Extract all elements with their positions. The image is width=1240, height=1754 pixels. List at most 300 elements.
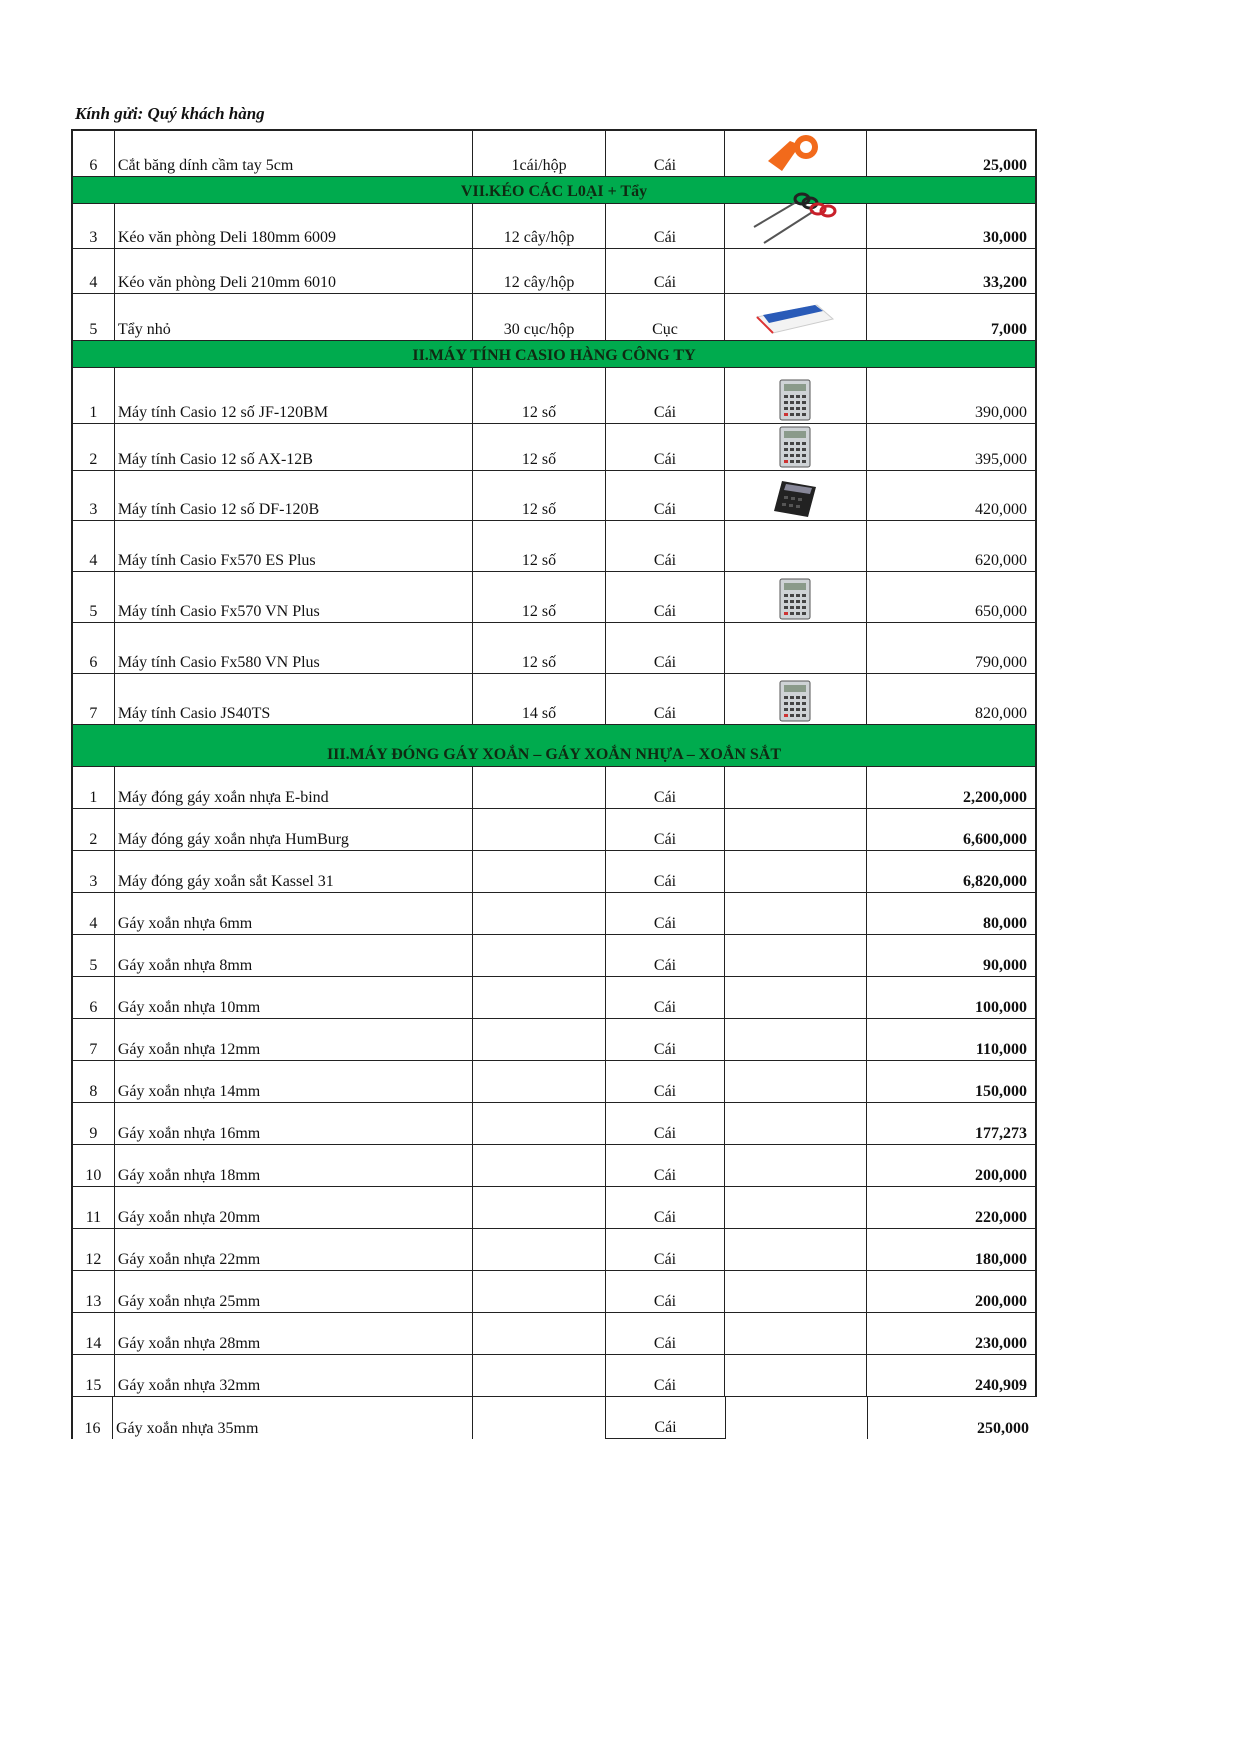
item-unit-text: Cái [653,603,677,620]
item-packaging [473,623,605,674]
item-packaging-text: 1cái/hộp [511,157,567,174]
price-table [71,129,1037,1439]
table-row [71,129,1037,177]
item-price-text: 790,000 [975,654,1027,671]
item-price [867,809,1035,851]
item-name [115,674,474,725]
item-packaging-text: 12 cây/hộp [503,229,575,246]
item-number-text: 2 [89,831,98,848]
item-price-text: 395,000 [975,451,1027,468]
item-name-text: Cắt băng dính cầm tay 5cm [117,157,294,174]
table-row [71,1355,1037,1397]
item-name [115,767,474,809]
table-row [71,521,1037,572]
item-name-text: Kéo văn phòng Deli 210mm 6010 [117,274,337,291]
item-price [868,1397,1037,1439]
item-packaging-text: 12 số [521,552,557,569]
item-unit [606,368,726,424]
item-packaging [473,893,605,935]
table-row [71,935,1037,977]
item-number-text: 7 [89,705,98,722]
item-price [867,368,1035,424]
item-unit [606,623,726,674]
item-unit [606,1313,726,1355]
item-packaging [473,1313,605,1355]
item-packaging [473,1145,605,1187]
item-unit-text: Cái [653,274,677,291]
item-price [867,294,1035,341]
item-name-text: Máy đóng gáy xoắn sắt Kassel 31 [117,873,334,890]
table-row [71,1229,1037,1271]
item-number [73,204,115,249]
item-name [113,1397,473,1439]
item-image [725,131,866,177]
item-unit [606,131,726,177]
item-price [867,471,1035,521]
item-image [725,851,866,893]
item-packaging-text: 12 số [521,404,557,421]
item-packaging-text: 12 số [521,603,557,620]
item-name [115,1229,474,1271]
item-image [725,893,866,935]
eraser-icon [753,299,837,339]
item-name [115,977,474,1019]
item-number [73,623,115,674]
item-name-text: Máy tính Casio 12 số DF-120B [117,501,320,518]
item-number-text: 6 [89,999,98,1016]
item-unit-text: Cái [653,1251,677,1268]
item-price [867,1313,1035,1355]
item-name [115,294,474,341]
item-packaging-text: 30 cục/hộp [503,321,575,338]
table-row [71,1103,1037,1145]
item-price-text: 250,000 [977,1420,1029,1437]
item-number [73,977,115,1019]
table-row [71,471,1037,521]
item-packaging [473,977,605,1019]
item-packaging-text: 12 số [521,654,557,671]
table-row [71,368,1037,424]
item-image [725,1229,866,1271]
item-packaging [473,1355,605,1397]
item-name-text: Gáy xoắn nhựa 28mm [117,1335,261,1352]
item-price [867,1229,1035,1271]
table-row [71,893,1037,935]
table-row [71,809,1037,851]
item-image [725,674,866,725]
item-packaging [473,674,605,725]
item-name [115,1313,474,1355]
item-packaging-text: 12 số [521,451,557,468]
item-number [73,1313,115,1355]
item-packaging [473,1271,605,1313]
item-price [867,424,1035,471]
item-unit-text: Cục [652,321,678,338]
section-header [71,725,1037,767]
item-price [867,204,1035,249]
item-price [867,521,1035,572]
calculator-icon [776,425,814,469]
item-image [725,1145,866,1187]
item-unit [606,1187,726,1229]
item-name-text: Gáy xoắn nhựa 20mm [117,1209,261,1226]
item-number-text: 6 [89,654,98,671]
item-image [725,767,866,809]
item-name-text: Gáy xoắn nhựa 22mm [117,1251,261,1268]
item-price [867,1271,1035,1313]
item-unit-text: Cái [653,1167,677,1184]
item-unit [606,1229,726,1271]
item-packaging [473,809,605,851]
item-image [725,1187,866,1229]
item-price [867,623,1035,674]
item-number-text: 15 [85,1377,102,1394]
item-packaging [473,424,605,471]
item-number-text: 16 [84,1420,101,1437]
item-number [73,1355,115,1397]
item-name-text: Máy tính Casio 12 số JF-120BM [117,404,329,421]
item-number-text: 1 [89,789,98,806]
table-row [71,204,1037,249]
item-packaging [473,1103,605,1145]
calculator-icon [776,577,814,621]
item-packaging [473,935,605,977]
item-unit-text: Cái [653,157,677,174]
item-image [725,1103,866,1145]
item-image [725,204,866,249]
item-unit-text: Cái [653,552,677,569]
item-number-text: 5 [89,603,98,620]
item-image [725,1355,866,1397]
item-packaging [473,368,605,424]
item-name [115,1061,474,1103]
item-price-text: 220,000 [975,1209,1027,1226]
item-number [73,471,115,521]
item-unit [606,977,726,1019]
item-price [867,1187,1035,1229]
item-image [725,1061,866,1103]
item-number [73,851,115,893]
item-unit [606,1355,726,1397]
item-image [725,623,866,674]
item-image [726,1397,868,1439]
item-price [867,851,1035,893]
item-unit [606,1061,726,1103]
item-name [115,623,474,674]
item-name [115,572,474,623]
item-unit-text: Cái [653,1293,677,1310]
item-number [73,893,115,935]
item-number-text: 4 [89,274,98,291]
item-number-text: 1 [89,404,98,421]
item-name [115,1019,474,1061]
item-price [867,935,1035,977]
item-number [73,767,115,809]
item-price-text: 110,000 [975,1041,1027,1058]
item-name-text: Máy tính Casio Fx570 ES Plus [117,552,316,569]
item-unit [606,471,726,521]
table-row [71,1397,1037,1439]
item-name-text: Gáy xoắn nhựa 12mm [117,1041,261,1058]
item-unit-text: Cái [653,451,677,468]
table-row [71,623,1037,674]
item-name-text: Tẩy nhỏ [117,321,171,338]
item-price-text: 30,000 [983,229,1027,246]
item-image [725,424,866,471]
item-image [725,977,866,1019]
item-price [867,1019,1035,1061]
item-name-text: Máy tính Casio Fx570 VN Plus [117,603,320,620]
item-image [725,572,866,623]
item-number [73,1103,115,1145]
item-packaging-text: 12 cây/hộp [503,274,575,291]
item-price-text: 7,000 [991,321,1027,338]
item-name [115,131,474,177]
item-image [725,1019,866,1061]
item-unit [606,809,726,851]
item-price-text: 25,000 [983,157,1027,174]
table-row [71,767,1037,809]
item-price-text: 650,000 [975,603,1027,620]
item-packaging [473,572,605,623]
item-image [725,521,866,572]
item-image [725,471,866,521]
item-number [73,1187,115,1229]
item-price-text: 200,000 [975,1167,1027,1184]
item-price-text: 80,000 [983,915,1027,932]
item-name-text: Máy đóng gáy xoắn nhựa E-bind [117,789,329,806]
item-name-text: Gáy xoắn nhựa 10mm [117,999,261,1016]
item-number [73,572,115,623]
item-number-text: 4 [89,552,98,569]
item-number [73,1271,115,1313]
item-unit [606,249,726,294]
table-row [71,851,1037,893]
item-unit [606,204,726,249]
item-number [73,674,115,725]
item-unit [606,294,726,341]
item-unit-text: Cái [654,1419,677,1436]
item-packaging-text: 14 số [521,705,557,722]
item-unit-text: Cái [653,404,677,421]
table-row [71,249,1037,294]
table-row [71,294,1037,341]
item-number-text: 8 [89,1083,98,1100]
item-name [115,809,474,851]
item-price [867,1103,1035,1145]
item-unit [606,767,726,809]
item-number [73,368,115,424]
section-header [71,177,1037,204]
item-packaging [473,1187,605,1229]
item-number [73,935,115,977]
item-price [867,249,1035,294]
item-unit-text: Cái [653,873,677,890]
item-name-text: Gáy xoắn nhựa 35mm [116,1420,259,1437]
item-packaging-text: 12 số [521,501,557,518]
item-unit-text: Cái [653,957,677,974]
item-price-text: 820,000 [975,705,1027,722]
item-price [867,572,1035,623]
item-price-text: 6,820,000 [963,873,1027,890]
item-image [725,368,866,424]
item-packaging [473,1397,606,1439]
item-number-text: 5 [89,321,98,338]
item-price-text: 150,000 [975,1083,1027,1100]
item-packaging [473,1019,605,1061]
item-price-text: 6,600,000 [963,831,1027,848]
item-number-text: 3 [89,229,98,246]
item-name-text: Máy tính Casio 12 số AX-12B [117,451,313,468]
item-image [725,249,866,294]
section-title: II.MÁY TÍNH CASIO HÀNG CÔNG TY [412,347,696,364]
item-number-text: 5 [89,957,98,974]
table-row [71,1313,1037,1355]
table-row [71,1271,1037,1313]
scissors-icon [750,187,840,247]
item-name [115,249,474,294]
item-price-text: 620,000 [975,552,1027,569]
item-price-text: 390,000 [975,404,1027,421]
item-number [71,1397,113,1439]
item-number-text: 9 [89,1125,98,1142]
item-unit-text: Cái [653,1209,677,1226]
item-unit [606,893,726,935]
item-price-text: 100,000 [975,999,1027,1016]
item-name-text: Gáy xoắn nhựa 32mm [117,1377,261,1394]
item-number-text: 11 [85,1209,102,1226]
calculator-black-icon [772,479,818,519]
item-number [73,1229,115,1271]
item-unit-text: Cái [653,229,677,246]
item-name [115,851,474,893]
item-image [725,1271,866,1313]
item-number-text: 13 [85,1293,102,1310]
item-unit-text: Cái [653,915,677,932]
table-row [71,572,1037,623]
item-unit [606,1397,726,1439]
item-packaging [473,767,605,809]
table-row [71,424,1037,471]
table-row [71,977,1037,1019]
item-price [867,893,1035,935]
table-row [71,674,1037,725]
item-packaging [473,1229,605,1271]
item-name [115,1187,474,1229]
item-number [73,424,115,471]
item-image [725,935,866,977]
item-name [115,471,474,521]
item-unit [606,521,726,572]
item-name [115,424,474,471]
item-name [115,368,474,424]
item-price [867,767,1035,809]
section-header [71,341,1037,368]
item-image [725,294,866,341]
item-packaging [473,471,605,521]
item-name-text: Kéo văn phòng Deli 180mm 6009 [117,229,337,246]
table-row [71,1145,1037,1187]
item-name-text: Gáy xoắn nhựa 6mm [117,915,253,932]
item-unit [606,674,726,725]
item-price-text: 200,000 [975,1293,1027,1310]
item-number-text: 10 [85,1167,102,1184]
item-packaging [473,1061,605,1103]
item-number [73,521,115,572]
item-number-text: 3 [89,501,98,518]
item-price [867,977,1035,1019]
item-price-text: 90,000 [983,957,1027,974]
item-packaging [473,131,605,177]
item-name [115,1103,474,1145]
table-row [71,1061,1037,1103]
item-unit-text: Cái [653,1083,677,1100]
item-price [867,1061,1035,1103]
item-name-text: Máy đóng gáy xoắn nhựa HumBurg [117,831,349,848]
item-number-text: 4 [89,915,98,932]
item-packaging [473,294,605,341]
item-packaging [473,204,605,249]
item-unit-text: Cái [653,831,677,848]
item-unit-text: Cái [653,1377,677,1394]
table-row [71,1019,1037,1061]
item-name [115,521,474,572]
item-name-text: Gáy xoắn nhựa 25mm [117,1293,261,1310]
item-number [73,1019,115,1061]
section-title: VII.KÉO CÁC L0ẠI + Tẩy [460,183,648,200]
calculator-icon [776,378,814,422]
item-number [73,131,115,177]
item-number [73,809,115,851]
item-image [725,1313,866,1355]
item-unit-text: Cái [653,705,677,722]
item-price-text: 177,273 [975,1125,1027,1142]
item-number [73,294,115,341]
item-price [867,674,1035,725]
item-price [867,1355,1035,1397]
item-packaging [473,249,605,294]
item-name-text: Gáy xoắn nhựa 14mm [117,1083,261,1100]
item-price-text: 33,200 [983,274,1027,291]
item-unit-text: Cái [653,1125,677,1142]
item-name-text: Máy tính Casio Fx580 VN Plus [117,654,320,671]
item-number-text: 2 [89,451,98,468]
item-name-text: Gáy xoắn nhựa 18mm [117,1167,261,1184]
item-unit-text: Cái [653,999,677,1016]
item-unit-text: Cái [653,1041,677,1058]
item-name [115,1271,474,1313]
item-price [867,131,1035,177]
item-unit [606,1271,726,1313]
item-unit-text: Cái [653,654,677,671]
item-name [115,1355,474,1397]
tape-dispenser-icon [760,131,830,175]
item-unit [606,424,726,471]
section-title: III.MÁY ĐÓNG GÁY XOẮN – GÁY XOẮN NHỰA – XOẮN SẮT [326,746,782,763]
item-packaging [473,521,605,572]
item-number [73,249,115,294]
item-unit [606,851,726,893]
item-unit-text: Cái [653,789,677,806]
item-name [115,935,474,977]
item-packaging [473,851,605,893]
item-name-text: Gáy xoắn nhựa 8mm [117,957,253,974]
item-number [73,1145,115,1187]
item-unit [606,1019,726,1061]
item-unit-text: Cái [653,501,677,518]
item-price [867,1145,1035,1187]
item-image [725,809,866,851]
